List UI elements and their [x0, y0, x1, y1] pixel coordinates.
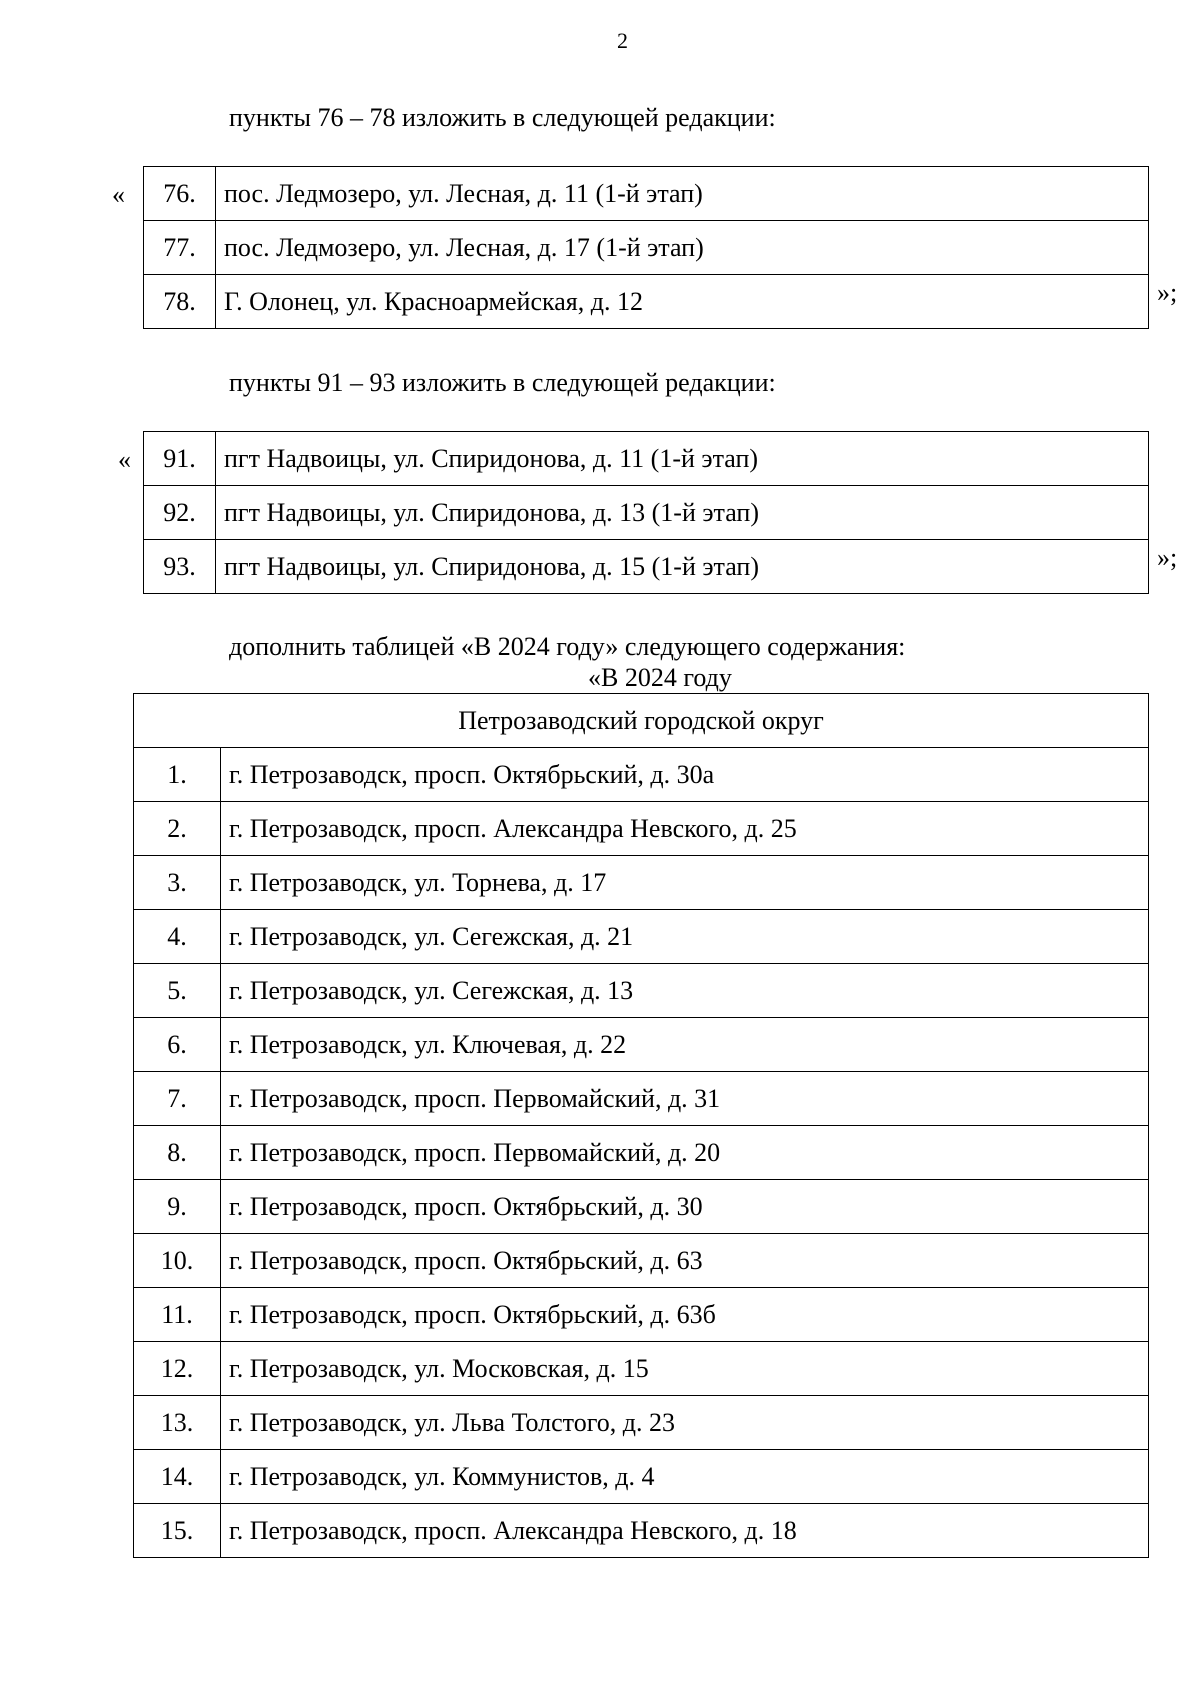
table-row [144, 540, 1149, 594]
row-address: г. Петрозаводск, ул. Московская, д. 15 [221, 1342, 1149, 1396]
row-number: 14. [134, 1450, 221, 1504]
table-row [134, 1018, 1149, 1072]
row-number: 9. [134, 1180, 221, 1234]
row-address: г. Петрозаводск, просп. Александра Невского, д. 25 [221, 802, 1149, 856]
row-number: 3. [134, 856, 221, 910]
row-address: г. Петрозаводск, ул. Сегежская, д. 21 [221, 910, 1149, 964]
row-number: 93. [144, 540, 216, 594]
table-row [134, 1342, 1149, 1396]
row-number: 5. [134, 964, 221, 1018]
row-address: Г. Олонец, ул. Красноармейская, д. 12 [216, 275, 1149, 329]
table-row [134, 748, 1149, 802]
group-header-row [134, 694, 1149, 748]
table-row [134, 1450, 1149, 1504]
section2-instruction: пункты 91 – 93 изложить в следующей редакции: [229, 368, 776, 397]
section1-instruction: пункты 76 – 78 изложить в следующей редакции: [229, 103, 776, 132]
group-header: Петрозаводский городской округ [134, 694, 1149, 748]
row-address: г. Петрозаводск, просп. Октябрьский, д. 63б [221, 1288, 1149, 1342]
section1-close-quote: »; [1157, 278, 1178, 307]
section2-close-quote: »; [1157, 543, 1178, 572]
row-address: г. Петрозаводск, просп. Октябрьский, д. 30 [221, 1180, 1149, 1234]
table-row [134, 1504, 1149, 1558]
section3-instruction: дополнить таблицей «В 2024 году» следующего содержания: [229, 632, 906, 661]
table-row [134, 1288, 1149, 1342]
row-address: г. Петрозаводск, просп. Первомайский, д. 31 [221, 1072, 1149, 1126]
table-row [134, 1234, 1149, 1288]
row-address: пос. Ледмозеро, ул. Лесная, д. 11 (1-й этап) [216, 167, 1149, 221]
row-address: г. Петрозаводск, ул. Ключевая, д. 22 [221, 1018, 1149, 1072]
section3-table-title: «В 2024 году [588, 663, 732, 692]
row-number: 11. [134, 1288, 221, 1342]
table-row [144, 221, 1149, 275]
row-number: 12. [134, 1342, 221, 1396]
table-row [134, 1072, 1149, 1126]
row-address: пос. Ледмозеро, ул. Лесная, д. 17 (1-й этап) [216, 221, 1149, 275]
row-number: 6. [134, 1018, 221, 1072]
table-row [134, 1126, 1149, 1180]
row-address: пгт Надвоицы, ул. Спиридонова, д. 15 (1-й этап) [216, 540, 1149, 594]
section3-table [133, 693, 1149, 1558]
row-address: пгт Надвоицы, ул. Спиридонова, д. 13 (1-й этап) [216, 486, 1149, 540]
row-address: г. Петрозаводск, ул. Торнева, д. 17 [221, 856, 1149, 910]
row-number: 1. [134, 748, 221, 802]
row-number: 77. [144, 221, 216, 275]
section1-open-quote: « [112, 180, 125, 209]
table-row [134, 856, 1149, 910]
page-number: 2 [617, 28, 628, 53]
table-row [144, 432, 1149, 486]
row-number: 4. [134, 910, 221, 964]
table-row [134, 910, 1149, 964]
row-number: 7. [134, 1072, 221, 1126]
row-number: 10. [134, 1234, 221, 1288]
table-row [134, 1396, 1149, 1450]
row-address: г. Петрозаводск, просп. Октябрьский, д. 63 [221, 1234, 1149, 1288]
section2-open-quote: « [118, 445, 131, 474]
row-number: 78. [144, 275, 216, 329]
row-address: г. Петрозаводск, просп. Октябрьский, д. 30а [221, 748, 1149, 802]
section1-table [143, 166, 1149, 329]
row-number: 76. [144, 167, 216, 221]
table-row [134, 802, 1149, 856]
table-row [144, 486, 1149, 540]
row-address: пгт Надвоицы, ул. Спиридонова, д. 11 (1-й этап) [216, 432, 1149, 486]
row-number: 92. [144, 486, 216, 540]
row-number: 2. [134, 802, 221, 856]
row-address: г. Петрозаводск, ул. Коммунистов, д. 4 [221, 1450, 1149, 1504]
row-address: г. Петрозаводск, ул. Сегежская, д. 13 [221, 964, 1149, 1018]
table-row [144, 167, 1149, 221]
row-address: г. Петрозаводск, просп. Первомайский, д. 20 [221, 1126, 1149, 1180]
row-number: 13. [134, 1396, 221, 1450]
row-number: 91. [144, 432, 216, 486]
row-address: г. Петрозаводск, просп. Александра Невского, д. 18 [221, 1504, 1149, 1558]
table-row [134, 964, 1149, 1018]
row-address: г. Петрозаводск, ул. Льва Толстого, д. 23 [221, 1396, 1149, 1450]
table-row [144, 275, 1149, 329]
table-row [134, 1180, 1149, 1234]
section2-table [143, 431, 1149, 594]
row-number: 15. [134, 1504, 221, 1558]
row-number: 8. [134, 1126, 221, 1180]
